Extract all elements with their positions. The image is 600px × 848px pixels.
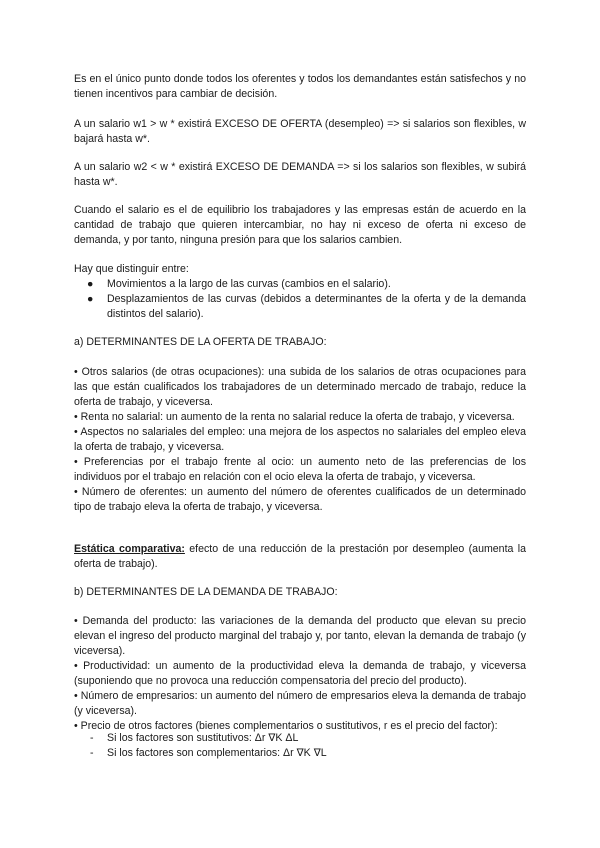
list-item: • Productividad: un aumento de la productividad eleva la demanda de trabajo, y viceversa (suponiendo que no provoca una reducción compensatoria del precio del producto). [74,660,526,687]
paragraph-estatica [74,542,526,572]
list-item: • Precio de otros factores (bienes complementarios o sustitutivos, r es el precio del factor): [74,720,498,732]
section-a-list [74,365,526,515]
list-item: • Aspectos no salariales del empleo: una mejora de los aspectos no salariales del empleo eleva la oferta de trabajo, y viceversa. [74,426,526,453]
list-item: ● Desplazamientos de las curvas (debidos a determinantes de la oferta y de la demanda distintos del salario). [87,293,526,320]
bullet-icon: ● [87,293,94,305]
section-a-heading: a) DETERMINANTES DE LA OFERTA DE TRABAJO: [74,336,327,348]
section-b-list [74,614,526,734]
estatica-label: Estática comparativa: [74,543,185,555]
list-item: • Otros salarios (de otras ocupaciones): una subida de los salarios de otras ocupaciones para las que están cualificados los trabajadores de un determinado mercado de trabajo, reduce la oferta de trabajo, y viceversa. [74,366,526,408]
estatica-text: efecto de una reducción de la prestación por desempleo (aumenta la oferta de trabajo). [74,543,526,570]
paragraph-distinguish: Hay que distinguir entre: [74,263,189,275]
list-item: • Renta no salarial: un aumento de la renta no salarial reduce la oferta de trabajo, y viceversa. [74,411,515,423]
dash-icon: - [90,747,94,759]
distinguish-list [74,277,526,322]
paragraph-equilibrium-wage: Cuando el salario es el de equilibrio los trabajadores y las empresas están de acuerdo en la cantidad de trabajo que quieren intercambiar, no hay ni exceso de oferta ni exceso de demanda, y por tanto, ninguna presión para que los salarios cambien. [74,204,526,246]
list-item: • Número de oferentes: un aumento del número de oferentes cualificados de un determinado tipo de trabajo eleva la oferta de trabajo, y viceversa. [74,486,526,513]
list-item: • Preferencias por el trabajo frente al ocio: un aumento neto de las preferencias de los individuos por el trabajo en relación con el ocio eleva la oferta de trabajo, y viceversa. [74,456,526,483]
section-b-heading: b) DETERMINANTES DE LA DEMANDA DE TRABAJO: [74,586,338,598]
bullet-icon: ● [87,278,94,290]
list-item: • Número de empresarios: un aumento del número de empresarios eleva la demanda de trabajo (y viceversa). [74,690,526,717]
list-item: • Demanda del producto: las variaciones de la demanda del producto que elevan su precio elevan el ingreso del producto marginal del trabajo y, por tanto, elevan la demanda de trabajo (y viceversa). [74,615,526,657]
factor-price-sublist [74,731,526,761]
paragraph-excess-supply: A un salario w1 > w * existirá EXCESO DE OFERTA (desempleo) => si salarios son flexibles, w bajará hasta w*. [74,118,526,145]
paragraph-excess-demand: A un salario w2 < w * existirá EXCESO DE DEMANDA => si los salarios son flexibles, w subirá hasta w*. [74,161,526,188]
list-item: - Si los factores son complementarios: Δr ∇K ∇L [90,747,327,759]
list-item: ● Movimientos a la largo de las curvas (cambios en el salario). [87,278,391,290]
list-item: - Si los factores son sustitutivos: Δr ∇K ΔL [90,732,299,744]
dash-icon: - [90,732,94,744]
paragraph-equilibrium: Es en el único punto donde todos los oferentes y todos los demandantes están satisfechos y no tienen incentivos para cambiar de decisión. [74,73,526,100]
